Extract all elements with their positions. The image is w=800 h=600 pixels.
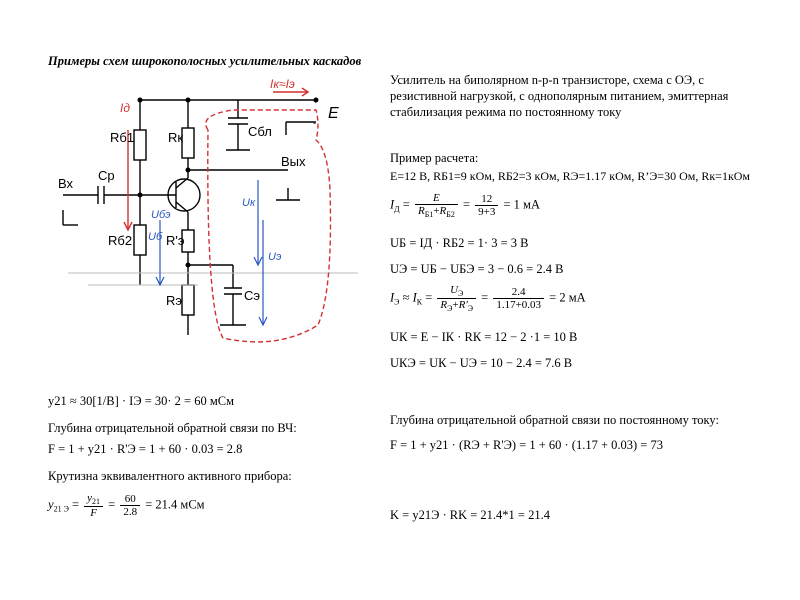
formula-id-result: = 1 мА: [503, 197, 540, 212]
page-title: Примеры схем широкополосных усилительных каскадов: [48, 54, 362, 68]
formula-ie: $I_Э \approx I_К$ = $\frac{U_Э}{R_Э+R'_Э}$ = $\frac{2.4}{1.17+0.03}$ = 2 мА: [390, 284, 586, 313]
formula-uk: UК = E − IК · RК = 12 − 2 ·1 = 10 В: [390, 330, 578, 344]
formula-fb-vch: F = 1 + y21 · R'Э = 1 + 60 · 0.03 = 2.8: [48, 442, 243, 456]
vx-label: Вх: [58, 176, 74, 191]
params: E=12 В, RБ1=9 кОм, RБ2=3 кОм, RЭ=1.17 кОм, R’Э=30 Ом, Rк=1кОм: [390, 169, 751, 183]
formula-ie-result: = 2 мА: [549, 290, 586, 305]
cp-label: Cр: [98, 168, 115, 183]
cbl-label: Cбл: [248, 124, 272, 139]
rb1-label: Rб1: [110, 130, 135, 145]
rb2-label: Rб2: [108, 233, 133, 248]
formula-y21: y21 ≈ 30[1/В] · IЭ = 30· 2 = 60 мСм: [48, 394, 234, 408]
minus-label: -: [313, 118, 316, 128]
e-label: E: [328, 105, 339, 122]
formula-slope: $y_{21 Э}$ = $\frac{y_{21}}{F}$ = $\frac{60}{2.8}$ = 21.4 мСм: [48, 492, 205, 519]
uk-label: Uк: [242, 197, 256, 209]
ube-label: Uбэ: [151, 209, 171, 221]
example-heading: Пример расчета:: [390, 151, 479, 165]
fb-dc-label: Глубина отрицательной обратной связи по постоянному току:: [390, 413, 719, 427]
formula-ue: UЭ = UБ − UБЭ = 3 − 0.6 = 2.4 В: [390, 262, 564, 276]
fb-vch-label: Глубина отрицательной обратной связи по ВЧ:: [48, 421, 297, 435]
slope-label: Крутизна эквивалентного активного прибора:: [48, 469, 292, 483]
re-label: Rэ: [166, 293, 183, 308]
formula-ub: UБ = IД · RБ2 = 1· 3 = 3 В: [390, 236, 529, 250]
plus-label: +: [313, 96, 319, 106]
ce-label: Cэ: [244, 288, 261, 303]
formula-uke: UКЭ = UК − UЭ = 10 − 2.4 = 7.6 В: [390, 356, 573, 370]
formula-fb-dc: F = 1 + y21 · (RЭ + R'Э) = 1 + 60 · (1.17 + 0.03) = 73: [390, 438, 663, 452]
description: Усилитель на биполярном n-p-n транзисторе, схема с ОЭ, с резистивной нагрузкой, с однополярным питанием, эмиттерная стабилизация режима по постоянному току: [390, 73, 729, 119]
ub-label: Uб: [148, 231, 163, 243]
rk-label: Rк: [168, 130, 184, 145]
ik-ie-label: Iк≈Iэ: [270, 77, 295, 91]
formula-id: $I_Д$ = $\frac{E}{R_{Б1}+R_{Б2}}$ = $\frac{12}{9+3}$ = 1 мА: [390, 192, 540, 219]
ue-label: Uэ: [268, 251, 282, 263]
formula-slope-result: = 21.4 мСм: [145, 497, 205, 512]
vyh-label: Вых: [281, 154, 306, 169]
id-label: Iд: [120, 101, 130, 115]
re-prime-label: R'э: [166, 233, 185, 248]
formula-gain: K = y21Э · RK = 21.4*1 = 21.4: [390, 508, 550, 522]
circuit-diagram: [48, 70, 378, 370]
